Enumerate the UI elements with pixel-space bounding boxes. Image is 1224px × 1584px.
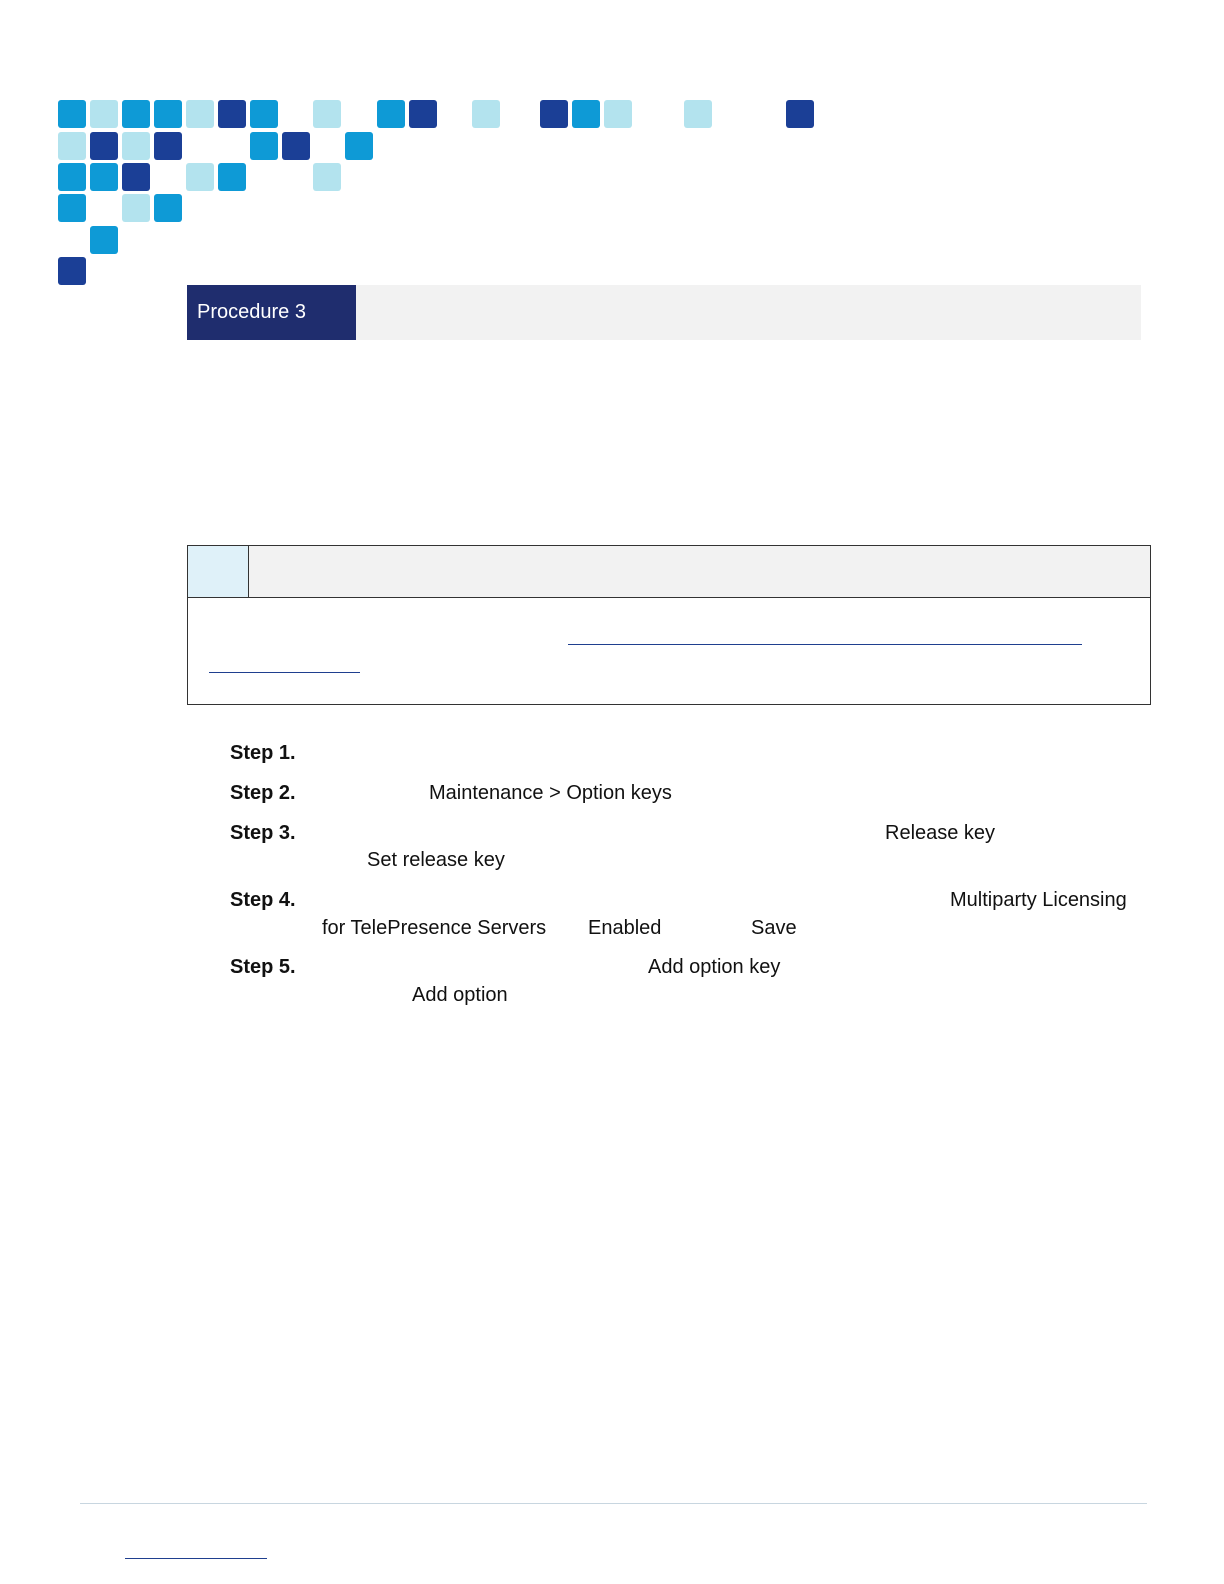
step-2-label: Step 2. [230, 782, 296, 804]
telepresence-servers-term: for TelePresence Servers [322, 917, 547, 939]
step-1-label: Step 1. [230, 742, 296, 764]
add-option-key-field-name: Add option key [648, 956, 781, 978]
save-button-name: Save [751, 917, 797, 939]
release-key-field-name: Release key [885, 822, 996, 844]
procedure-label: Procedure 3 [187, 285, 356, 340]
step-5-label: Step 5. [230, 956, 296, 978]
footer-link[interactable] [125, 1558, 267, 1559]
add-option-button-name: Add option [412, 984, 508, 1006]
set-release-key-button-name: Set release key [367, 849, 505, 871]
footer-divider [80, 1503, 1147, 1504]
step-4-label: Step 4. [230, 889, 296, 911]
multiparty-licensing-term: Multiparty Licensing [950, 889, 1127, 911]
step-3-label: Step 3. [230, 822, 296, 844]
enabled-option-name: Enabled [588, 917, 662, 939]
menu-path-maintenance-option-keys: Maintenance > Option keys [429, 782, 672, 804]
